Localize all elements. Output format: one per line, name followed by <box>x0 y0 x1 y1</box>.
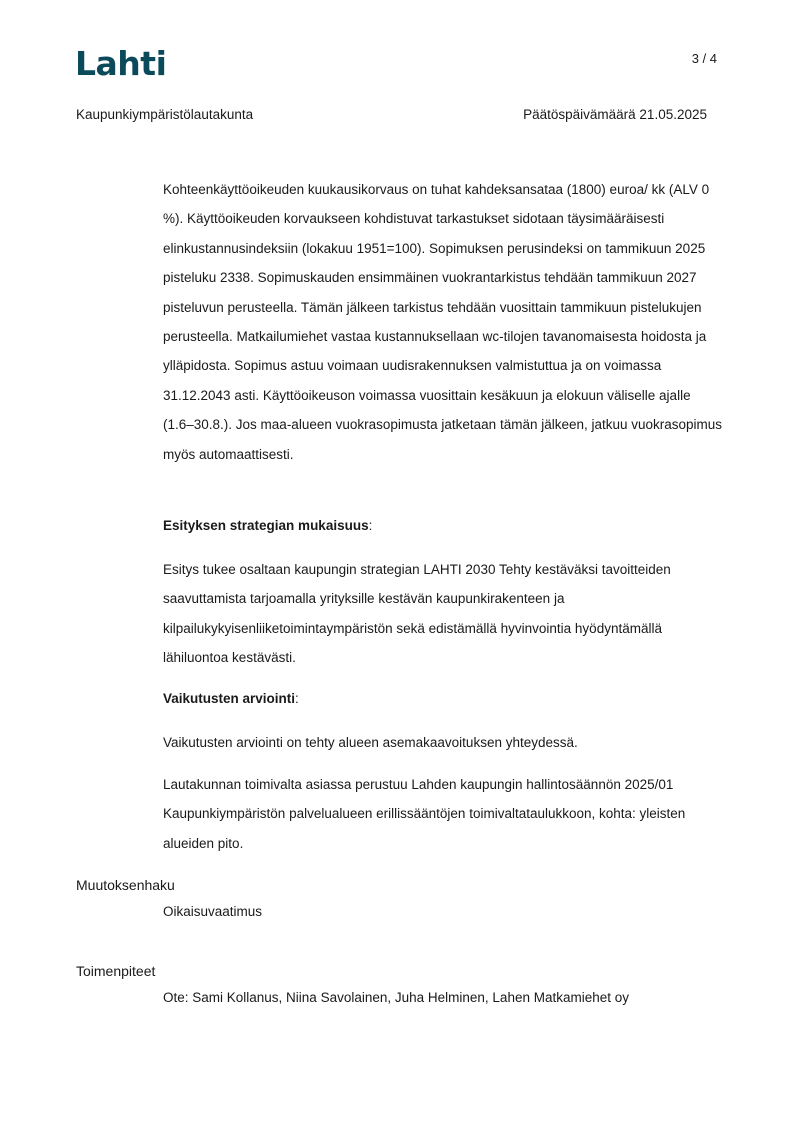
authority-paragraph: Lautakunnan toimivalta asiassa perustuu Lahden kaupungin hallintosäännön 2025/01 Kaupunkiympäristön palvelualueen erillissääntöjen toimivaltataulukkoon, kohta: yleisten alueiden pito. <box>163 777 686 851</box>
compensation-paragraph: Kohteenkäyttöoikeuden kuukausikorvaus on tuhat kahdeksansataa (1800) euroa/ kk (ALV 0 %). Käyttöoikeuden korvaukseen kohdistuvat tarkastukset sidotaan täysimääräisesti elinkustannusindeksiin (lokakuu 1951=100). Sopimuksen perusindeksi on tammikuun 2025 pisteluku 2338. Sopimuskauden ensimmäinen vuokrantarkistus tehdään tammikuun 2027 pisteluvun perusteella. Tämän jälkeen tarkistus tehdään vuosittain tammikuun pistelukujen perusteella. Matkailumiehet vastaa kustannuksellaan wc-tilojen tavanomaisesta hoidosta ja ylläpidosta. Sopimus astuu voimaan uudisrakennuksen valmistuttua ja on voimassa 31.12.2043 asti. Käyttöoikeuson voimassa vuosittain kesäkuun ja elokuun väliselle ajalle (1.6–30.8.). Jos maa-alueen vuokrasopimusta jatketaan tämän jälkeen, jatkuu vuokrasopimus myös automaattisesti. <box>163 182 723 462</box>
decision-date: Päätöspäivämäärä 21.05.2025 <box>523 107 707 122</box>
impact-heading <box>163 684 723 713</box>
impact-heading-text: Vaikutusten arviointi <box>163 691 296 706</box>
actions-heading: Toimenpiteet <box>76 963 156 979</box>
strategy-paragraph: Esitys tukee osaltaan kaupungin strategian LAHTI 2030 Tehty kestäväksi tavoitteiden saavuttamista tarjoamalla yrityksille kestävän kaupunkirakenteen ja kilpailukykyisenliiketoimintaympäristön sekä edistämällä hyvinvointia hyödyntämällä lähiluontoa kestävästi. <box>163 562 671 666</box>
strategy-heading-colon: : <box>368 518 373 533</box>
page-number: 3 / 4 <box>691 51 717 66</box>
appeal-value: Oikaisuvaatimus <box>163 904 263 919</box>
lahti-logo: Lahti <box>75 44 167 83</box>
strategy-heading-text: Esityksen strategian mukaisuus <box>163 518 369 533</box>
committee-name: Kaupunkiympäristölautakunta <box>76 107 254 122</box>
strategy-heading <box>163 511 723 540</box>
impact-heading-colon: : <box>295 691 299 706</box>
impact-paragraph: Vaikutusten arviointi on tehty alueen asemakaavoituksen yhteydessä. <box>163 735 578 750</box>
actions-value: Ote: Sami Kollanus, Niina Savolainen, Juha Helminen, Lahen Matkamiehet oy <box>163 990 630 1005</box>
appeal-heading: Muutoksenhaku <box>76 877 175 893</box>
